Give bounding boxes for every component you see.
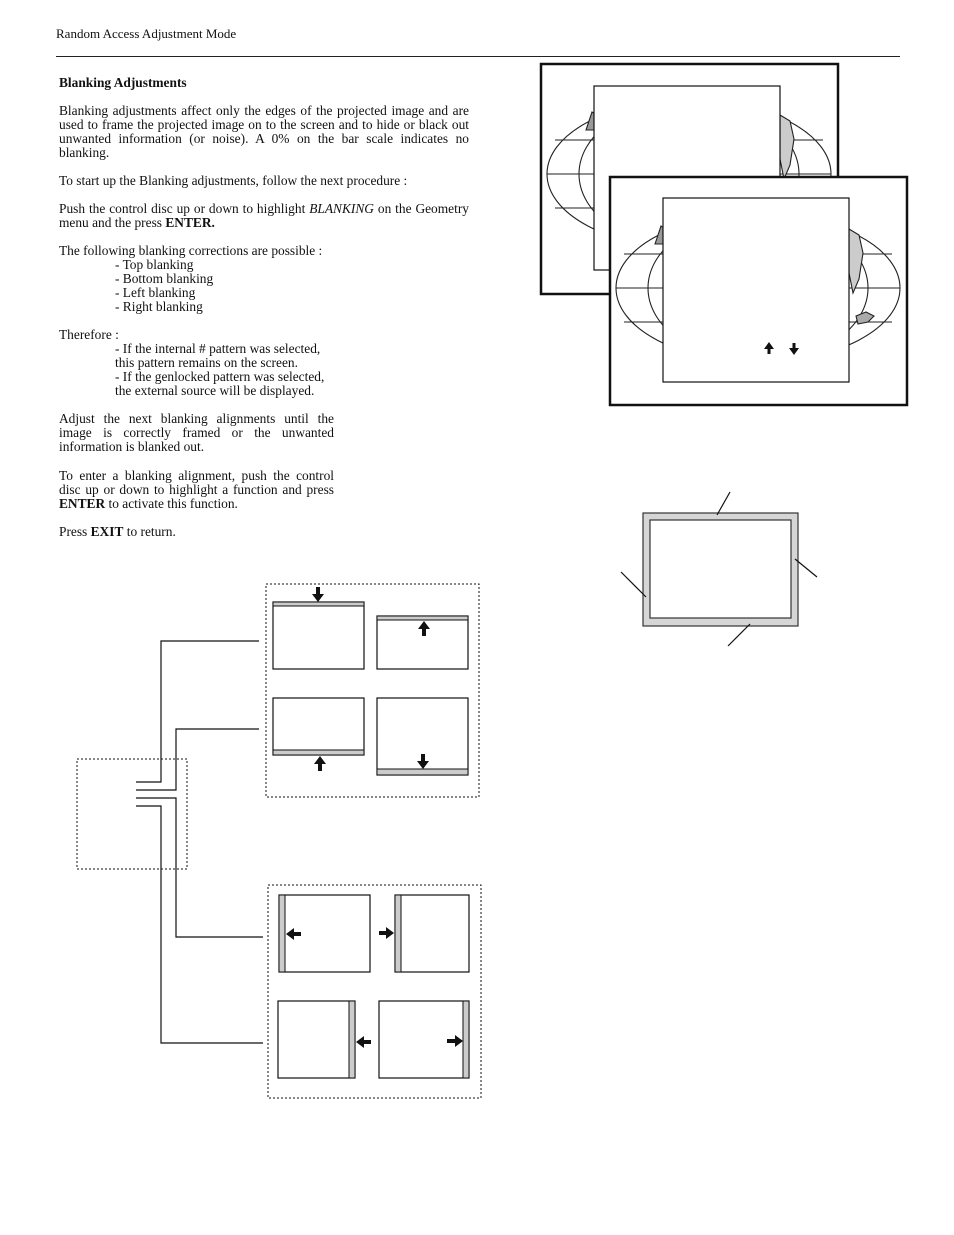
intro-paragraph: Blanking adjustments affect only the edges of the projected image and are used to frame the projected image on to the screen and to hide or black out unwanted information (or noise). A 0% on the bar scale indicates no blanking. (59, 103, 469, 160)
right-blanking-return-panel (379, 1001, 469, 1078)
connector-right (136, 806, 263, 1043)
blanking-flow-diagram (77, 584, 481, 1098)
push-paragraph: Push the control disc up or down to highlight BLANKING on the Geometry menu and the press ENTER. (59, 201, 469, 230)
therefore-item: - If the genlocked pattern was selected, the external source will be displayed. (115, 369, 325, 398)
exit-paragraph: Press EXIT to return. (59, 524, 176, 539)
top-blanking-panel (273, 587, 364, 669)
blanking-menu-window (663, 198, 849, 382)
left-blanking-return-panel (379, 895, 469, 972)
up-arrow-icon (314, 756, 326, 771)
enter-paragraph: To enter a blanking alignment, push the control disc up or down to highlight a function and press ENTER to activate this function. (59, 468, 334, 511)
down-arrow-icon (312, 587, 324, 602)
top-blanking-return-panel (377, 616, 468, 669)
right-arrow-icon (379, 927, 394, 939)
list-intro: The following blanking corrections are possible : (59, 243, 323, 258)
right-blanking-panel (278, 1001, 371, 1078)
pointer-line-bottom (728, 624, 750, 646)
pointer-line-top (717, 492, 730, 515)
menu-box (77, 759, 187, 869)
blanking-frame-diagram (621, 492, 817, 646)
section-title: Blanking Adjustments (59, 75, 187, 90)
start-paragraph: To start up the Blanking adjustments, follow the next procedure : (59, 173, 408, 188)
left-blanking-panel (279, 895, 370, 972)
therefore-label: Therefore : (59, 327, 119, 342)
bottom-blanking-return-panel (377, 698, 468, 775)
connector-left (136, 798, 263, 937)
adjust-paragraph: Adjust the next blanking alignments until the image is correctly framed or the unwanted information is blanked out. (59, 411, 334, 454)
therefore-item: - If the internal # pattern was selected, this pattern remains on the screen. (115, 341, 321, 370)
list-item: - Top blanking (115, 257, 194, 272)
projector-screen-front (610, 177, 907, 405)
pointer-line-left (621, 572, 646, 597)
connector-top (136, 641, 259, 782)
list-item: - Bottom blanking (115, 271, 214, 286)
bottom-blanking-panel (273, 698, 364, 771)
list-item: - Right blanking (115, 299, 203, 314)
left-arrow-icon (356, 1036, 371, 1048)
running-header: Random Access Adjustment Mode (56, 26, 237, 41)
list-item: - Left blanking (115, 285, 196, 300)
